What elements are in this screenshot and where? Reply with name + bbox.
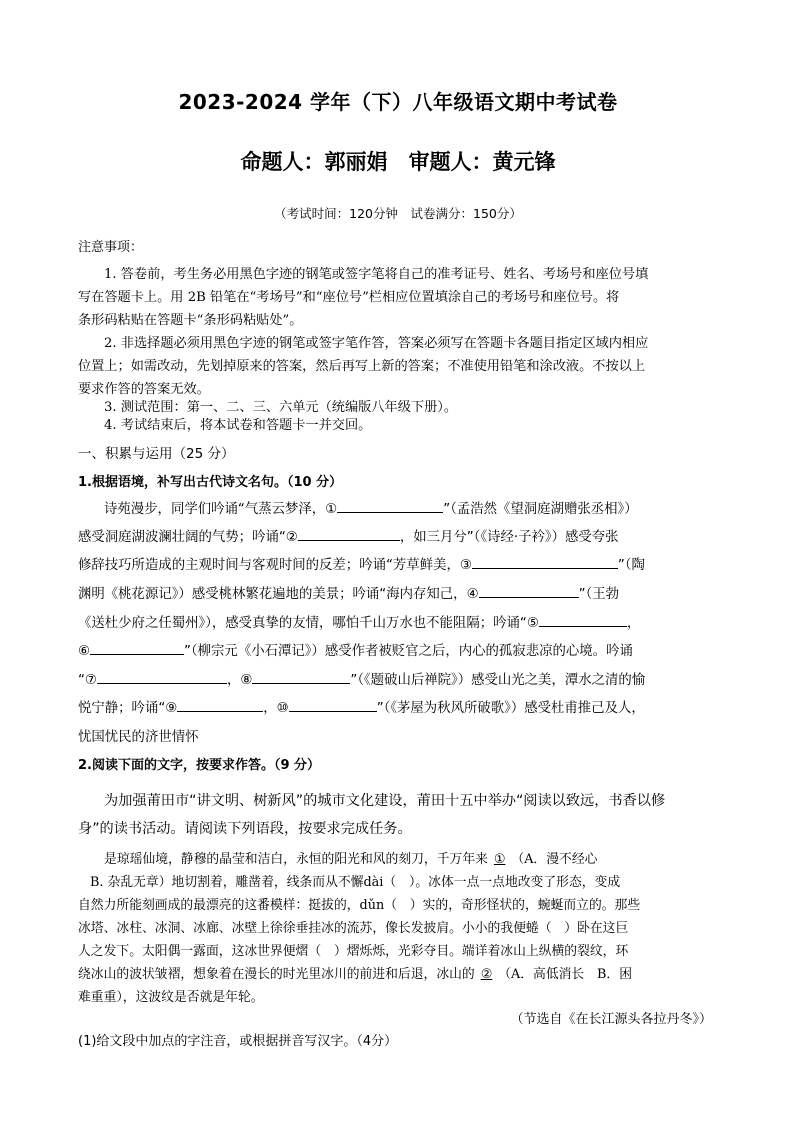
answer-blank-9[interactable] xyxy=(177,697,263,712)
q1-line: ⑥ ”（柳宗元《小石潭记》）感受作者被贬官之后，内心的孤寂悲凉的心境。吟诵 xyxy=(78,640,633,659)
exam-info: （考试时间：120分钟 试卷满分：150分） xyxy=(274,206,522,221)
exam-title: 2023-2024 学年（下）八年级语文期中考试卷 xyxy=(178,90,618,114)
notes-heading: 注意事项： xyxy=(78,240,144,255)
section-heading: 一、积累与运用（25 分） xyxy=(78,446,235,462)
q1-line: “⑦ ，⑧ ”（《题破山后禅院》）感受山光之美，潭水之清的愉 xyxy=(78,669,645,688)
question-2-heading: 2.阅读下面的文字，按要求作答。（9 分） xyxy=(78,758,321,773)
answer-blank-6[interactable] xyxy=(90,640,184,655)
answer-blank-10[interactable] xyxy=(289,697,377,712)
notes-line: 1. 答卷前，考生务必用黑色字迹的钢笔或签字笔将自己的准考证号、姓名、考场号和座位号填 xyxy=(104,267,649,282)
answer-blank-8[interactable] xyxy=(252,669,350,684)
notes-line: 位置上；如需改动，先划掉原来的答案，然后再写上新的答案；不准使用铅笔和涂改液。不按以上 xyxy=(78,359,646,374)
passage-line: 人之发下。太阳偶一露面，这冰世界便熠（ ）熠烁烁，光彩夺目。端详着冰山上纵横的裂纹，环 xyxy=(78,944,629,959)
q1-line: 渊明《桃花源记》）感受桃林繁花遍地的美景；吟诵“海内存知己，④ ”（王勃 xyxy=(78,583,619,602)
q1-line: 《送杜少府之任蜀州》），感受真挚的友情，哪怕千山万水也不能阻隔；吟诵“⑤ ， xyxy=(78,612,640,631)
q1-line: 修辞技巧所造成的主观时间与客观时间的反差；吟诵“芳草鲜美，③ ”（陶 xyxy=(78,554,645,573)
passage-blank-1[interactable]: ① xyxy=(493,852,506,867)
answer-blank-7[interactable] xyxy=(97,669,227,684)
notes-line: 3. 测试范围：第一、二、三、六单元（统编版八年级下册）。 xyxy=(104,400,458,415)
q2-intro-line: 身”的读书活动。请阅读下列语段，按要求完成任务。 xyxy=(78,821,412,837)
exam-authors: 命题人：郭丽娟 审题人：黄元锋 xyxy=(240,150,556,174)
answer-blank-1[interactable] xyxy=(337,498,443,513)
q1-line: 忧国忧民的济世情怀 xyxy=(78,730,199,745)
passage-line: 难重重），这波纹是否就是年轮。 xyxy=(78,990,264,1005)
answer-blank-2[interactable] xyxy=(298,526,400,541)
passage-source: （节选自《在长江源头各拉丹冬》） xyxy=(510,1012,712,1027)
question-1-heading: 1.根据语境，补写出古代诗文名句。（10 分） xyxy=(78,475,343,490)
notes-line: 4. 考试结束后，将本试卷和答题卡一并交回。 xyxy=(104,418,372,433)
notes-line: 写在答题卡上。用 2B 铅笔在“考场号”和“座位号”栏相应位置填涂自己的考场号和座位号。将 xyxy=(78,290,620,305)
passage-line: 自然力所能刻画成的最漂亮的这番模样：挺拔的，dǔn（ ）实的，奇形怪状的，蜿蜒而立的。那些 xyxy=(78,898,641,913)
answer-blank-4[interactable] xyxy=(479,583,579,598)
answer-blank-5[interactable] xyxy=(539,612,627,627)
answer-blank-3[interactable] xyxy=(472,554,618,569)
q2-sub-1: (1)给文段中加点的字注音，或根据拼音写汉字。（4分） xyxy=(78,1034,398,1049)
notes-line: 2. 非选择题必须用黑色字迹的钢笔或签字笔作答，答案必须写在答题卡各题目指定区域内相应 xyxy=(104,336,649,351)
q1-line: 感受洞庭湖波澜壮阔的气势；吟诵“② ，如三月兮”（《诗经·子衿》）感受夸张 xyxy=(78,526,619,545)
notes-line: 要求作答的答案无效。 xyxy=(78,382,210,397)
passage-blank-2[interactable]: ② xyxy=(480,967,493,982)
q1-line: 诗苑漫步，同学们吟诵“气蒸云梦泽，① ”（孟浩然《望洞庭湖赠张丞相》） xyxy=(104,498,638,517)
passage-line: 冰塔、冰柱、冰洞、冰廊、冰壁上徐徐垂挂冰的流苏，像长发披肩。小小的我便蜷（ ）卧在这巨 xyxy=(78,921,629,936)
passage-line: 绕冰山的波状皱褶，想象着在漫长的时光里冰川的前进和后退，冰山的 ② （A．高低消长 B．困 xyxy=(78,967,633,982)
notes-line: 条形码粘贴在答题卡“条形码粘贴处”。 xyxy=(78,313,303,328)
q2-intro-line: 为加强莆田市“讲文明、树新风”的城市文化建设，莆田十五中举办“阅读以致远，书香以修 xyxy=(104,793,666,809)
passage-line: 是琼瑶仙境，静穆的晶莹和洁白，永恒的阳光和风的刻刀，千万年来 ① （A．漫不经心 xyxy=(104,852,598,867)
passage-line: B. 杂乱无章）地切割着，雕凿着，线条而从不懈dài（ ）。冰体一点一点地改变了形态，变成 xyxy=(90,875,621,890)
q1-line: 悦宁静；吟诵“⑨ ，⑩ ”（《茅屋为秋风所破歌》）感受杜甫推己及人， xyxy=(78,697,645,716)
